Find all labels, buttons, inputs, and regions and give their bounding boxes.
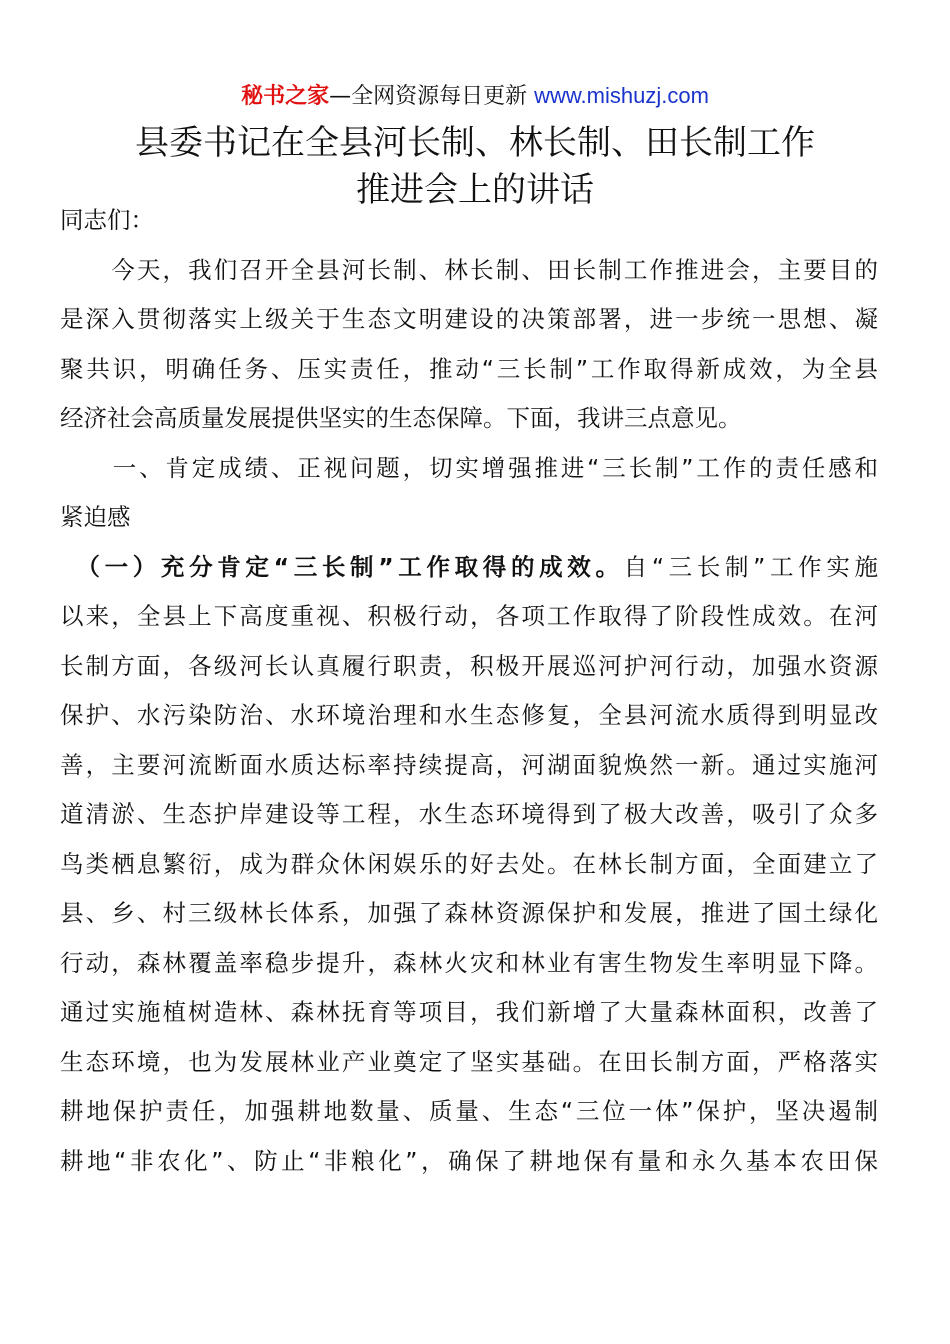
paragraph-line: 生态环境，也为发展林业产业奠定了坚实基础。在田长制方面，严格落实 bbox=[60, 1047, 878, 1076]
paragraph-line: 长制方面，各级河长认真履行职责，积极开展巡河护河行动，加强水资源 bbox=[60, 651, 878, 680]
subsection-heading: （一）充分肯定“三长制”工作取得的成效。 bbox=[88, 552, 624, 581]
brand-name: 秘书之家 bbox=[241, 84, 330, 109]
paragraph-line: 鸟类栖息繁衍，成为群众休闲娱乐的好去处。在林长制方面，全面建立了 bbox=[60, 849, 878, 878]
title-line-1: 县委书记在全县河长制、林长制、田长制工作 bbox=[135, 123, 815, 163]
paragraph-line: 保护、水污染防治、水环境治理和水生态修复，全县河流水质得到明显改 bbox=[60, 701, 878, 729]
paragraph-line: 耕地“非农化”、防止“非粮化”，确保了耕地保有量和永久基本农田保 bbox=[60, 1146, 878, 1175]
subsection-heading-line bbox=[60, 543, 878, 593]
title-line-2: 推进会上的讲话 bbox=[356, 170, 594, 210]
site-banner bbox=[0, 80, 950, 113]
site-url-link[interactable]: www.mishuzj.com bbox=[534, 83, 709, 108]
document-body bbox=[60, 196, 878, 1186]
salutation: 同志们： bbox=[60, 206, 154, 234]
paragraph-line: 县、乡、村三级林长体系，加强了森林资源保护和发展，推进了国土绿化 bbox=[60, 899, 878, 927]
paragraph-line: 以来，全县上下高度重视、积极行动，各项工作取得了阶段性成效。在河 bbox=[60, 602, 878, 630]
paragraph-text: 自“三长制”工作实施 bbox=[623, 552, 878, 581]
paragraph-line: 善，主要河流断面水质达标率持续提高，河湖面貌焕然一新。通过实施河 bbox=[60, 750, 878, 779]
banner-tagline: —全网资源每日更新 bbox=[329, 84, 535, 109]
paragraph-line: 行动，森林覆盖率稳步提升，森林火灾和林业有害生物发生率明显下降。 bbox=[60, 948, 878, 977]
section-heading-line: 紧迫感 bbox=[60, 503, 131, 531]
paragraph-line: 聚共识，明确任务、压实责任，推动“三长制”工作取得新成效，为全县 bbox=[60, 354, 878, 383]
paragraph-line: 今天，我们召开全县河长制、林长制、田长制工作推进会，主要目的 bbox=[60, 255, 878, 284]
paragraph-line: 经济社会高质量发展提供坚实的生态保障。下面，我讲三点意见。 bbox=[60, 404, 742, 432]
paragraph-line: 耕地保护责任，加强耕地数量、质量、生态“三位一体”保护，坚决遏制 bbox=[60, 1097, 878, 1125]
paragraph-line: 通过实施植树造林、森林抚育等项目，我们新增了大量森林面积，改善了 bbox=[60, 998, 878, 1026]
paragraph-line: 道清淤、生态护岸建设等工程，水生态环境得到了极大改善，吸引了众多 bbox=[60, 800, 878, 828]
paragraph-line: 是深入贯彻落实上级关于生态文明建设的决策部署，进一步统一思想、凝 bbox=[60, 305, 878, 333]
section-heading-line: 一、肯定成绩、正视问题，切实增强推进“三长制”工作的责任感和 bbox=[60, 453, 878, 482]
